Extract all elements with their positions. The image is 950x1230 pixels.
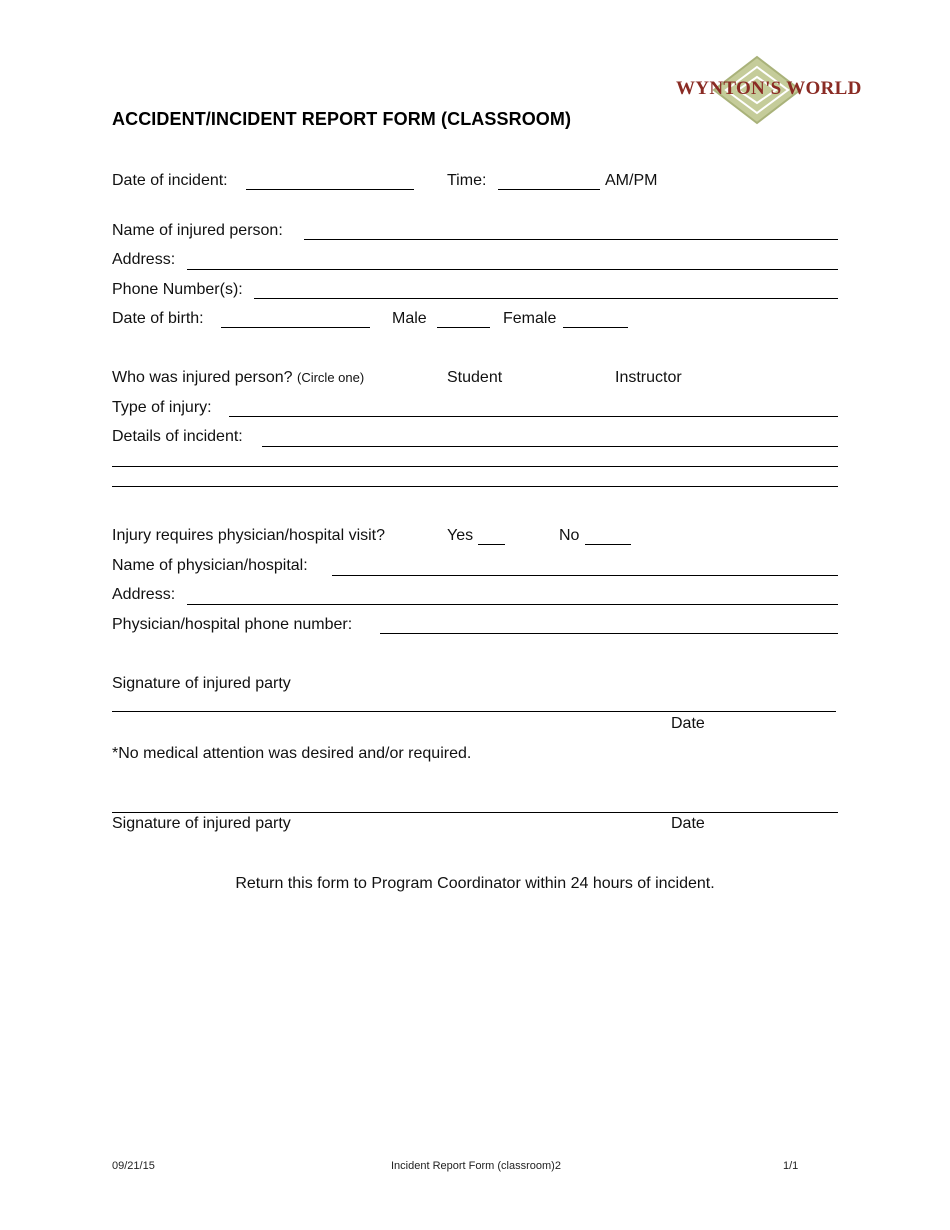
who-injured-text: Who was injured person? bbox=[112, 369, 293, 386]
phone-label: Phone Number(s): bbox=[112, 281, 243, 298]
female-label: Female bbox=[503, 310, 557, 327]
time-field[interactable] bbox=[498, 189, 600, 190]
date-of-incident-field[interactable] bbox=[246, 189, 414, 190]
type-of-injury-field[interactable] bbox=[229, 416, 838, 417]
yes-label: Yes bbox=[447, 527, 474, 544]
no-field[interactable] bbox=[585, 544, 631, 545]
yes-field[interactable] bbox=[478, 544, 505, 545]
no-medical-note: *No medical attention was desired and/or required. bbox=[112, 745, 472, 762]
phone-field[interactable] bbox=[254, 298, 838, 299]
ampm-label: AM/PM bbox=[605, 172, 658, 189]
dob-field[interactable] bbox=[221, 327, 370, 328]
physician-address-label: Address: bbox=[112, 586, 176, 603]
injured-name-label: Name of injured person: bbox=[112, 222, 283, 239]
date-label-1: Date bbox=[671, 715, 705, 732]
footer-page: 1/1 bbox=[783, 1160, 799, 1172]
physician-address-field[interactable] bbox=[187, 604, 838, 605]
date-of-incident-label: Date of incident: bbox=[112, 172, 228, 189]
details-field-line-2[interactable] bbox=[112, 466, 838, 467]
signature-field-2[interactable] bbox=[112, 812, 838, 813]
physician-name-field[interactable] bbox=[332, 575, 838, 576]
address-field[interactable] bbox=[187, 269, 838, 270]
physician-visit-label: Injury requires physician/hospital visit? bbox=[112, 527, 386, 544]
injured-name-field[interactable] bbox=[304, 239, 838, 240]
no-label: No bbox=[559, 527, 580, 544]
form-title: ACCIDENT/INCIDENT REPORT FORM (CLASSROOM) bbox=[112, 109, 572, 129]
signature-label-2: Signature of injured party bbox=[112, 815, 291, 832]
female-field[interactable] bbox=[563, 327, 628, 328]
physician-phone-label: Physician/hospital phone number: bbox=[112, 616, 353, 633]
logo-text: WYNTON'S WORLD bbox=[676, 78, 862, 99]
dob-label: Date of birth: bbox=[112, 310, 204, 327]
physician-phone-field[interactable] bbox=[380, 633, 838, 634]
footer-doc-name: Incident Report Form (classroom)2 bbox=[391, 1160, 561, 1172]
physician-name-label: Name of physician/hospital: bbox=[112, 557, 308, 574]
time-label: Time: bbox=[447, 172, 487, 189]
who-injured-label bbox=[112, 368, 364, 388]
signature-field-1[interactable] bbox=[112, 711, 836, 712]
type-of-injury-label: Type of injury: bbox=[112, 399, 212, 416]
signature-label-1: Signature of injured party bbox=[112, 675, 291, 692]
details-field-line-1[interactable] bbox=[262, 446, 838, 447]
date-label-2: Date bbox=[671, 815, 705, 832]
address-label: Address: bbox=[112, 251, 176, 268]
return-instruction: Return this form to Program Coordinator within 24 hours of incident. bbox=[235, 875, 715, 892]
circle-one-note: (Circle one) bbox=[297, 370, 365, 385]
instructor-option[interactable]: Instructor bbox=[615, 369, 682, 386]
male-label: Male bbox=[392, 310, 427, 327]
details-field-line-3[interactable] bbox=[112, 486, 838, 487]
male-field[interactable] bbox=[437, 327, 490, 328]
details-label: Details of incident: bbox=[112, 428, 243, 445]
student-option[interactable]: Student bbox=[447, 369, 503, 386]
footer-date: 09/21/15 bbox=[112, 1160, 155, 1172]
